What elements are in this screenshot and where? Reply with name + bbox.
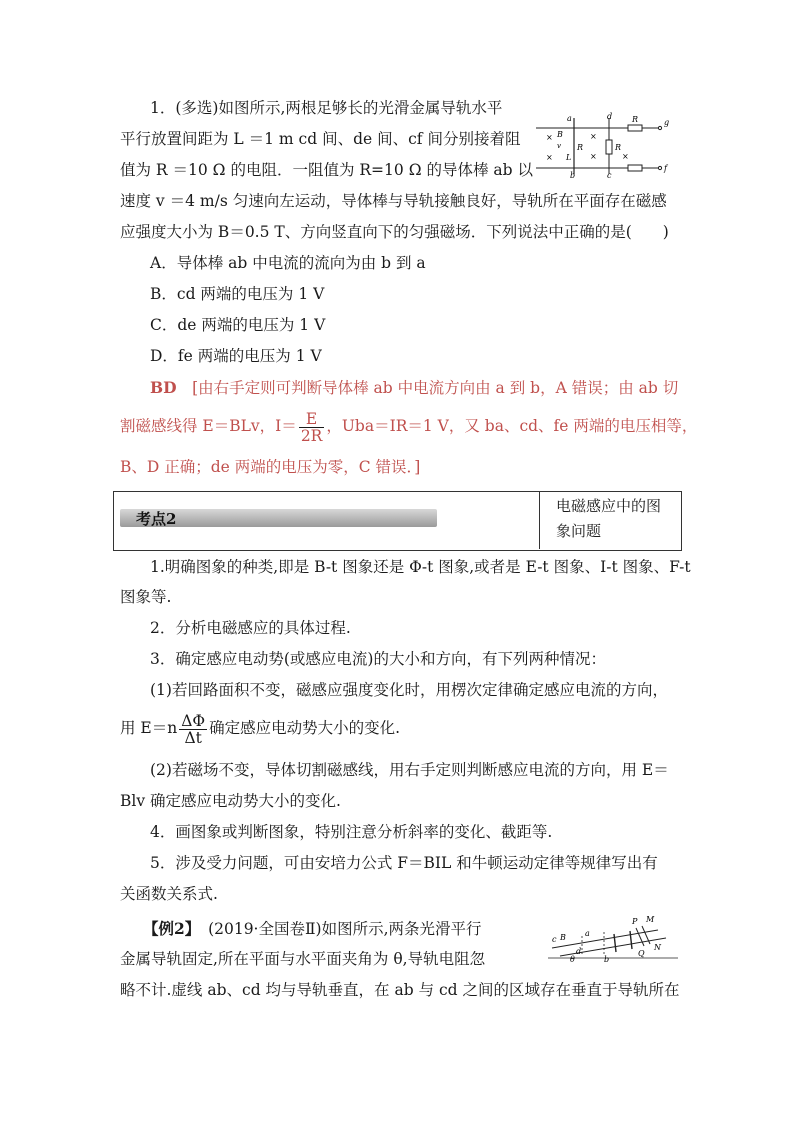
p6-line-1: (2)若磁场不变，导体切割磁感线，用右手定则判断感应电流的方向，用 E＝ (150, 761, 669, 779)
circuit-figure (536, 110, 680, 178)
fig1-label-g: g (664, 118, 670, 127)
fig1-label-B: B (557, 130, 563, 139)
fig1-label-R-left: R (577, 143, 584, 152)
fig1-cross-4: × (546, 153, 553, 162)
q1-line-5: 应强度大小为 B＝0.5 T、方向竖直向下的匀强磁场．下列说法中正确的是( ) (120, 223, 669, 241)
q1-line-2: 平行放置间距为 L ＝1 m cd 间、de 间、cf 间分别接着阻 (120, 130, 521, 148)
fig1-label-v: v (557, 142, 561, 150)
fig1-label-f: f (664, 164, 667, 173)
q1-text: (多选)如图所示,两根足够长的光滑金属导轨水平 (175, 99, 503, 117)
fig2-label-theta: θ (570, 955, 575, 964)
example2-line-2: 金属导轨固定,所在平面与水平面夹角为 θ,导轨电阻忽 (120, 950, 486, 968)
q1-line-1 (150, 97, 502, 119)
fig1-cross-5: × (622, 152, 629, 161)
p7: 4．画图象或判断图象，特别注意分析斜率的变化、截距等. (150, 823, 553, 841)
fig1-label-R-mid: R (615, 143, 622, 152)
p8-line-2: 关函数关系式. (120, 885, 218, 903)
p8-line-1: 5．涉及受力问题，可由安培力公式 F＝BIL 和牛顿运动定律等规律写出有 (150, 854, 658, 872)
example2-text-1: (2019·全国卷Ⅱ)如图所示,两条光滑平行 (208, 920, 482, 938)
fig1-label-c: c (607, 171, 612, 178)
answer-line-1 (150, 377, 678, 399)
fig2-label-d: d (576, 947, 582, 956)
fig1-label-L: L (566, 153, 572, 162)
answer-line-3: B、D 正确；de 两端的电压为零，C 错误．] (120, 458, 421, 476)
answer-label: BD (150, 378, 177, 397)
option-b: B．cd 两端的电压为 1 V (150, 285, 325, 303)
answer-fraction-den: 2R (300, 426, 323, 445)
kaodian-title-2: 象问题 (556, 522, 602, 540)
fig1-cross-2: × (590, 132, 597, 141)
fig1-cross-1: × (546, 133, 553, 142)
answer-text-1: [由右手定则可判断导体棒 ab 中电流方向由 a 到 b，A 错误；由 ab 切 (192, 379, 679, 397)
p2: 2．分析电磁感应的具体过程. (150, 619, 351, 637)
fig2-label-c: c (552, 935, 557, 944)
q1-number: 1． (150, 99, 176, 117)
fig1-label-R-top: R (632, 115, 639, 124)
p3: 3．确定感应电动势(或感应电流)的大小和方向，有下列两种情况： (150, 650, 606, 668)
fig1-label-b: b (570, 171, 576, 178)
p1-line-2: 图象等. (120, 588, 172, 606)
p5-post: 确定感应电动势大小的变化. (209, 719, 401, 737)
answer-fraction-num: E (299, 411, 325, 428)
q1-line-4: 速度 v ＝4 m/s 匀速向左运动，导体棒与导轨接触良好，导轨所在平面存在磁感 (120, 192, 667, 210)
option-c: C．de 两端的电压为 1 V (150, 316, 326, 334)
fig2-label-Q: Q (638, 949, 645, 958)
answer-text-2a: 割磁感线得 E＝BLv，I＝ (120, 417, 297, 435)
answer-fraction (299, 411, 325, 444)
incline-figure (546, 914, 680, 964)
p5 (120, 708, 400, 748)
p5-pre: 用 E＝n (120, 719, 178, 737)
fig2-label-b: b (604, 955, 610, 964)
example2-label: 【例2】 (143, 919, 193, 938)
fig1-cross-3: × (590, 152, 597, 161)
option-a: A．导体棒 ab 中电流的流向为由 b 到 a (150, 254, 426, 272)
fig2-label-N: N (654, 943, 661, 952)
fig2-label-M: M (646, 915, 655, 924)
example2-line-3: 略不计.虚线 ab、cd 均与导轨垂直，在 ab 与 cd 之间的区域存在垂直于导轨所在 (120, 981, 680, 999)
answer-text-2b: ，Uba＝IR＝1 V，又 ba、cd、fe 两端的电压相等， (326, 417, 698, 435)
kaodian-badge-text: 考点2 (136, 510, 177, 528)
p5-fraction-den: Δt (184, 728, 202, 747)
fig2-label-B: B (560, 933, 566, 942)
q1-line-3: 值为 R ＝10 Ω 的电阻．一阻值为 R=10 Ω 的导体棒 ab 以 (120, 161, 533, 179)
p5-fraction (179, 713, 207, 746)
p6-line-2: Blv 确定感应电动势大小的变化. (120, 792, 341, 810)
p5-fraction-num: ΔΦ (181, 711, 206, 730)
example2-line-1 (143, 918, 482, 940)
fig2-label-a: a (585, 929, 590, 938)
fig2-label-P: P (632, 917, 638, 926)
kaodian-title-1: 电磁感应中的图 (556, 497, 662, 515)
kaodian-badge (120, 509, 437, 527)
p4: (1)若回路面积不变，磁感应强度变化时，用楞次定律确定感应电流的方向， (150, 681, 668, 699)
answer-line-2 (120, 406, 697, 446)
fig1-label-a: a (567, 114, 572, 123)
p1-line-1: 1.明确图象的种类,即是 B-t 图象还是 Φ-t 图象,或者是 E-t 图象、I-t 图象、F-t (150, 558, 691, 576)
option-d: D．fe 两端的电压为 1 V (150, 347, 322, 365)
fig1-label-d: d (607, 112, 613, 121)
kaodian-separator (539, 491, 540, 549)
